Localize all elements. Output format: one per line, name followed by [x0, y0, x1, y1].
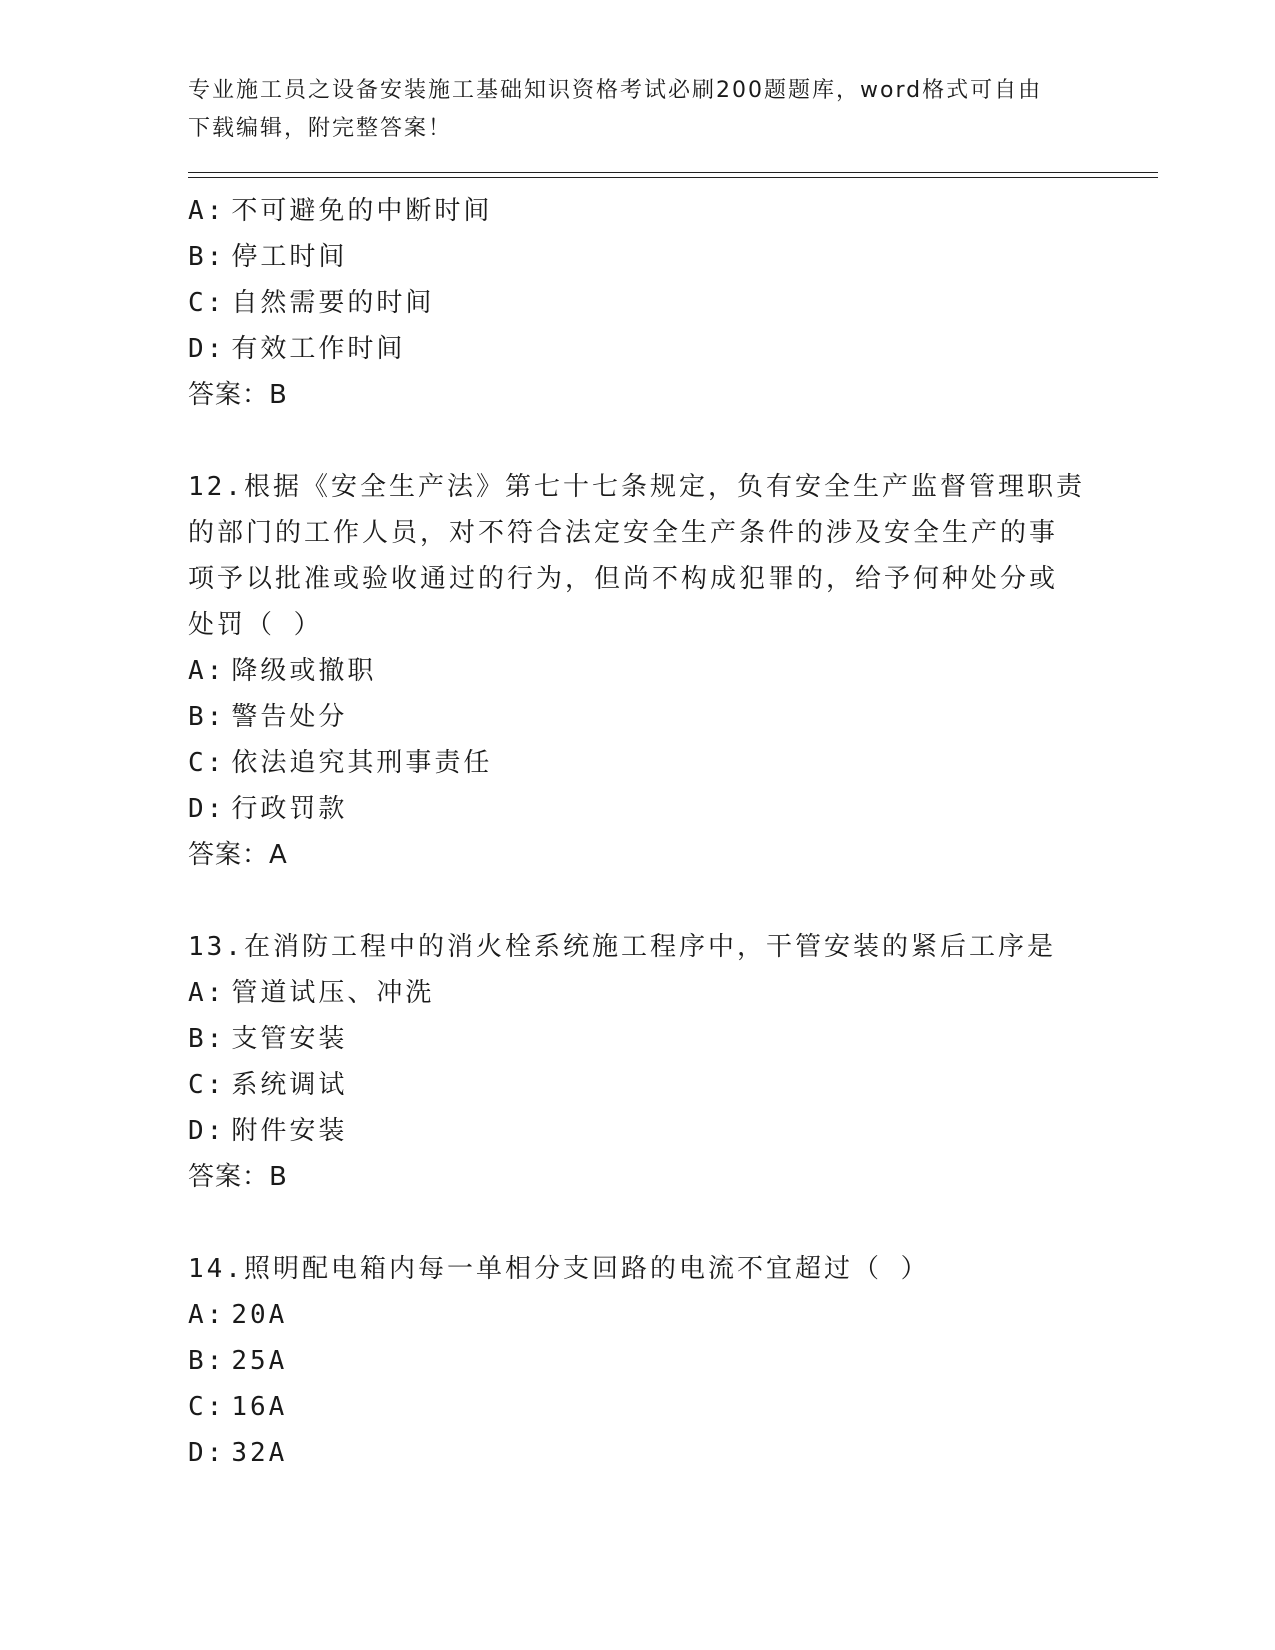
- answer-line: 答案：B: [188, 1162, 288, 1192]
- spacer: [188, 878, 1088, 924]
- option-b: B: 支管安装: [188, 1024, 348, 1054]
- header-title-line-1: 专业施工员之设备安装施工基础知识资格考试必刷200题题库，word格式可自由: [188, 78, 1043, 103]
- option-c: C: 自然需要的时间: [188, 288, 435, 318]
- question-stem-line: 12.根据《安全生产法》第七十七条规定，负有安全生产监督管理职责: [188, 472, 1085, 502]
- question-14: [188, 1246, 1088, 1476]
- option-c: C: 依法追究其刑事责任: [188, 748, 493, 778]
- header-title-line-2: 下载编辑，附完整答案！: [188, 116, 453, 141]
- option-d: D: 行政罚款: [188, 794, 348, 824]
- question-stem-line: 项予以批准或验收通过的行为，但尚不构成犯罪的，给予何种处分或: [188, 564, 1059, 594]
- option-b: B: 25A: [188, 1346, 288, 1376]
- header-rule-bottom: [188, 177, 1158, 178]
- option-a: A: 管道试压、冲洗: [188, 978, 435, 1008]
- question-stem-line: 13.在消防工程中的消火栓系统施工程序中，干管安装的紧后工序是: [188, 932, 1056, 962]
- option-d: D: 附件安装: [188, 1116, 348, 1146]
- question-13: [188, 924, 1088, 1200]
- option-a: A: 不可避免的中断时间: [188, 196, 493, 226]
- document-header: [188, 72, 1068, 148]
- option-d: D: 32A: [188, 1438, 288, 1468]
- question-list: [188, 188, 1088, 1476]
- option-a: A: 降级或撤职: [188, 656, 377, 686]
- question-12: [188, 464, 1088, 878]
- question-stem-line: 处罚（ ）: [188, 610, 323, 640]
- question-stem-line: 14.照明配电箱内每一单相分支回路的电流不宜超过（ ）: [188, 1254, 930, 1284]
- answer-line: 答案：A: [188, 840, 288, 870]
- header-rule-top: [188, 172, 1158, 173]
- option-b: B: 警告处分: [188, 702, 348, 732]
- spacer: [188, 418, 1088, 464]
- question-stem-line: 的部门的工作人员，对不符合法定安全生产条件的涉及安全生产的事: [188, 518, 1059, 548]
- option-c: C: 系统调试: [188, 1070, 348, 1100]
- option-b: B: 停工时间: [188, 242, 348, 272]
- answer-line: 答案：B: [188, 380, 288, 410]
- spacer: [188, 1200, 1088, 1246]
- option-c: C: 16A: [188, 1392, 288, 1422]
- question-11: [188, 188, 1088, 418]
- option-d: D: 有效工作时间: [188, 334, 406, 364]
- option-a: A: 20A: [188, 1300, 288, 1330]
